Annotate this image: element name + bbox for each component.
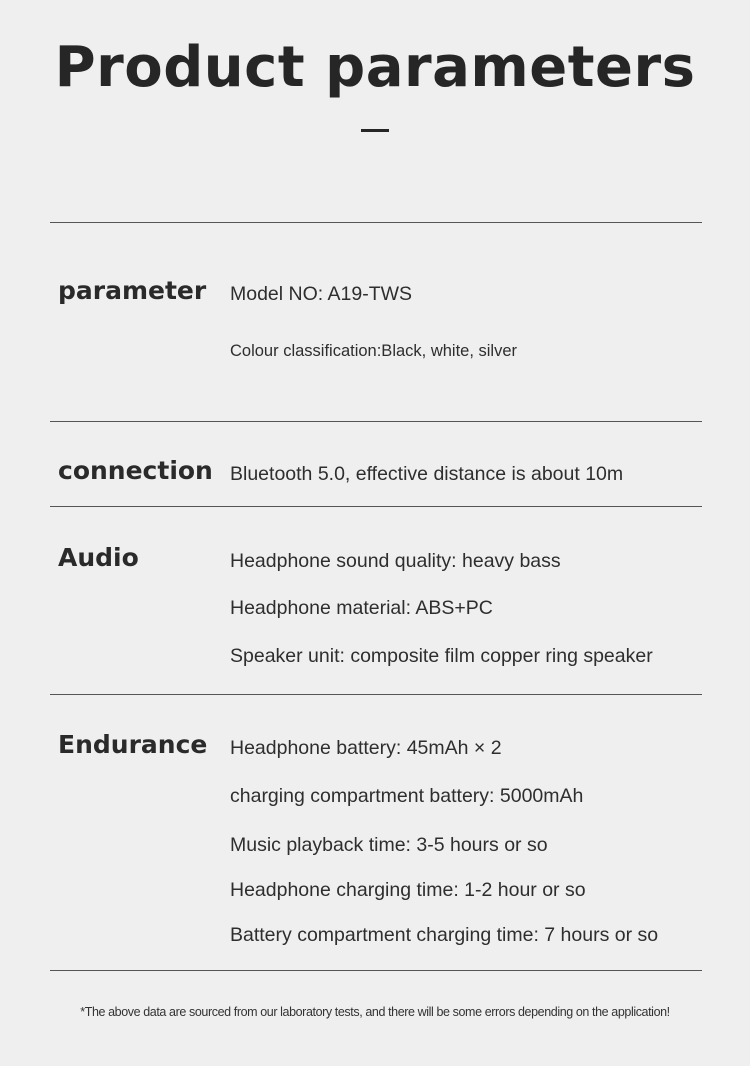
section-divider [50, 506, 702, 507]
spec-compartment-battery: charging compartment battery: 5000mAh [230, 785, 584, 807]
spec-model-number: Model NO: A19-TWS [230, 283, 413, 305]
spec-colour-classification: Colour classification:Black, white, silver [230, 342, 518, 360]
spec-headphone-material: Headphone material: ABS+PC [230, 597, 493, 619]
section-divider [50, 421, 702, 422]
spec-playback-time: Music playback time: 3-5 hours or so [230, 834, 548, 856]
section-label-parameter: parameter [58, 276, 207, 305]
section-divider [50, 222, 702, 223]
section-label-endurance: Endurance [58, 730, 208, 759]
disclaimer-footnote: *The above data are sourced from our laboratory tests, and there will be some errors depending on the application! [80, 1005, 670, 1019]
spec-headphone-battery: Headphone battery: 45mAh × 2 [230, 737, 502, 759]
spec-bluetooth: Bluetooth 5.0, effective distance is about 10m [230, 463, 624, 485]
section-divider [50, 694, 702, 695]
section-label-connection: connection [58, 456, 213, 485]
section-label-audio: Audio [58, 543, 139, 572]
spec-speaker-unit: Speaker unit: composite film copper ring speaker [230, 645, 653, 667]
title-underline-dash [361, 129, 389, 132]
spec-headphone-charging-time: Headphone charging time: 1-2 hour or so [230, 879, 586, 901]
page-title: Product parameters [54, 35, 696, 100]
spec-compartment-charging-time: Battery compartment charging time: 7 hours or so [230, 924, 659, 946]
spec-sound-quality: Headphone sound quality: heavy bass [230, 550, 561, 572]
section-divider [50, 970, 702, 971]
